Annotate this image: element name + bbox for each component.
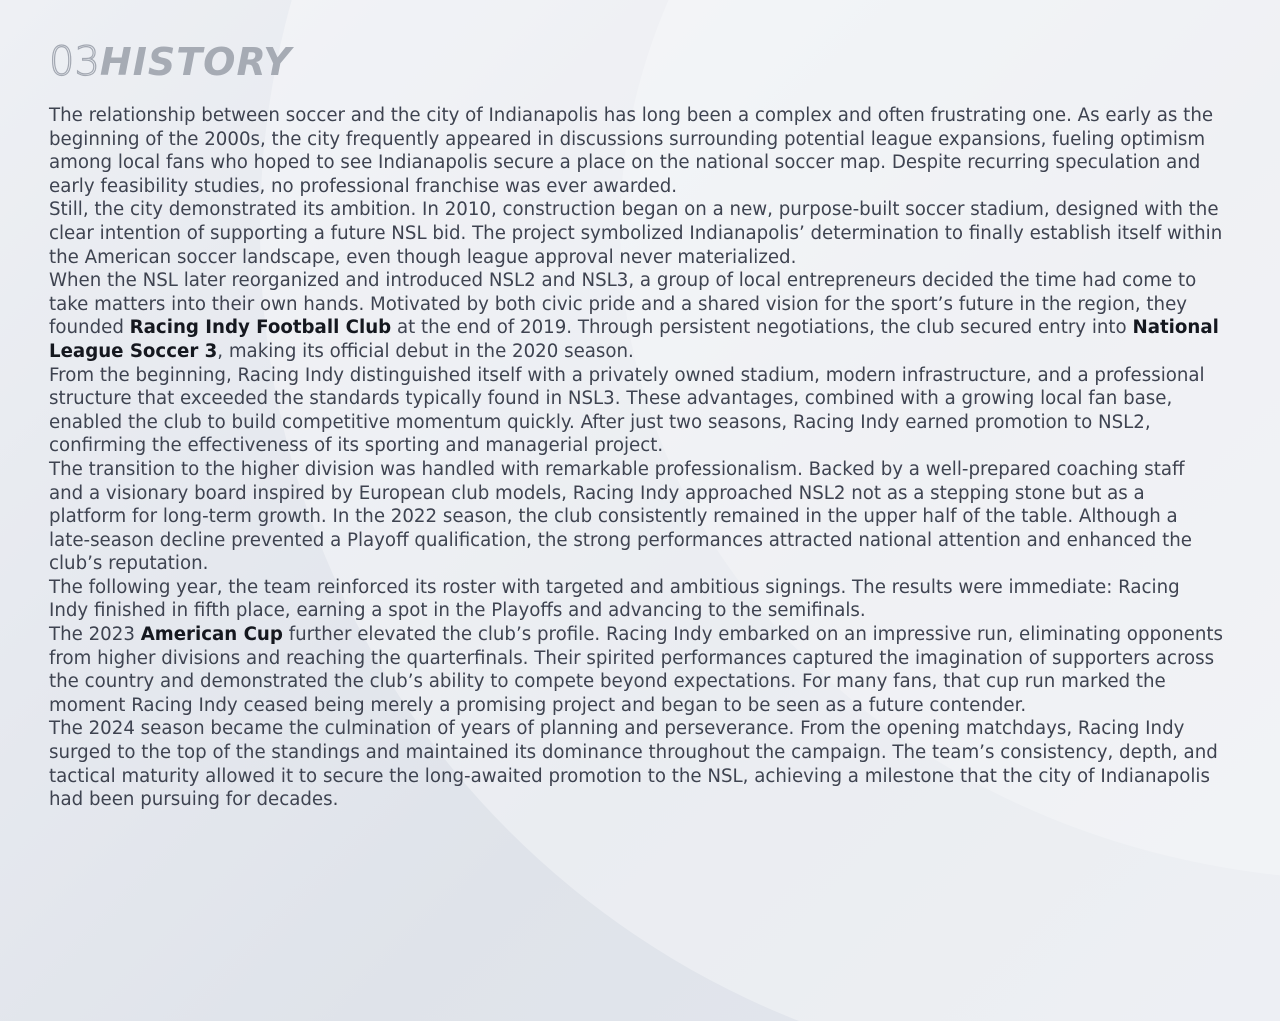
paragraph-text: The 2024 season became the culmination of years of planning and perseverance. From the opening matchdays, Racing Indy surged to the top of the standings and maintained its dominance throughout the campaign. The team’s consistency, depth, and tactical maturity allowed it to secure the long-awaited promotion to the NSL, achieving a milestone that the city of Indianapolis had been pursuing for decades. — [49, 718, 1218, 811]
highlighted-name: Racing Indy Football Club — [129, 317, 392, 339]
paragraph-text: The 2023 — [49, 624, 141, 646]
paragraph-text: The relationship between soccer and the city of Indianapolis has long been a complex and often frustrating one. As early as the beginning of the 2000s, the city frequently appeared in discussions surrounding potential league expansions, fueling optimism among local fans who hoped to see Indianapolis secure a place on the national soccer map. Despite recurring speculation and early feasibility studies, no professional franchise was ever awarded. — [49, 105, 1214, 197]
highlighted-name: American Cup — [140, 624, 283, 646]
history-paragraph — [49, 576, 1224, 623]
history-paragraph — [49, 269, 1224, 363]
paragraph-text: further elevated the club’s profile. Racing Indy embarked on an impressive run, eliminating opponents from higher divisions and reaching the quarterfinals. Their spirited performances captured the imagination of supporters across the country and demonstrated the club’s ability to compete beyond expectations. For many fans, that cup run marked the moment Racing Indy ceased being merely a promising project and began to be seen as a future contender. — [49, 624, 1224, 716]
paragraph-text: The following year, the team reinforced its roster with targeted and ambitious signings. The results were immediate: Racing Indy finished in fifth place, earning a spot in the Playoffs and advancing to the semifinals. — [49, 576, 1180, 622]
paragraph-text: When the NSL later reorganized and introduced NSL2 and NSL3, a group of local entrepreneurs decided the time had come to take matters into their own hands. Motivated by both civic pride and a shared vision for the sport’s future in the region, they founded — [49, 270, 1197, 339]
section-title: HISTORY — [99, 40, 292, 84]
paragraph-text: , making its official debut in the 2020 season. — [217, 340, 634, 362]
history-paragraph — [49, 198, 1224, 269]
history-paragraph — [49, 623, 1224, 717]
highlighted-name: National League Soccer 3 — [49, 317, 1219, 362]
paragraph-text: From the beginning, Racing Indy distinguished itself with a privately owned stadium, modern infrastructure, and a professional structure that exceeded the standards typically found in NSL3. These advantages, combined with a growing local fan base, enabled the club to build competitive momentum quickly. After just two seasons, Racing Indy earned promotion to NSL2, confirming the effectiveness of its sporting and managerial project. — [49, 364, 1205, 457]
history-paragraph — [49, 104, 1224, 198]
history-paragraph — [49, 717, 1224, 811]
history-paragraph — [49, 364, 1224, 458]
history-body — [49, 104, 1224, 812]
paragraph-text: at the end of 2019. Through persistent negotiations, the club secured entry into — [391, 317, 1133, 339]
history-paragraph — [49, 458, 1224, 576]
section-heading — [49, 38, 1220, 86]
section-number: 03 — [49, 39, 100, 85]
paragraph-text: The transition to the higher division was handled with remarkable professionalism. Backed by a well-prepared coaching staff and a visionary board inspired by European club models, Racing Indy approached NSL2 not as a stepping stone but as a platform for long-term growth. In the 2022 season, the club consistently remained in the upper half of the table. Although a late-season decline prevented a Playoff qualification, the strong performances attracted national attention and enhanced the club’s reputation. — [49, 458, 1192, 575]
paragraph-text: Still, the city demonstrated its ambition. In 2010, construction began on a new, purpose-built soccer stadium, designed with the clear intention of supporting a future NSL bid. The project symbolized Indianapolis’ determination to finally establish itself within the American soccer landscape, even though league approval never materialized. — [49, 199, 1223, 268]
